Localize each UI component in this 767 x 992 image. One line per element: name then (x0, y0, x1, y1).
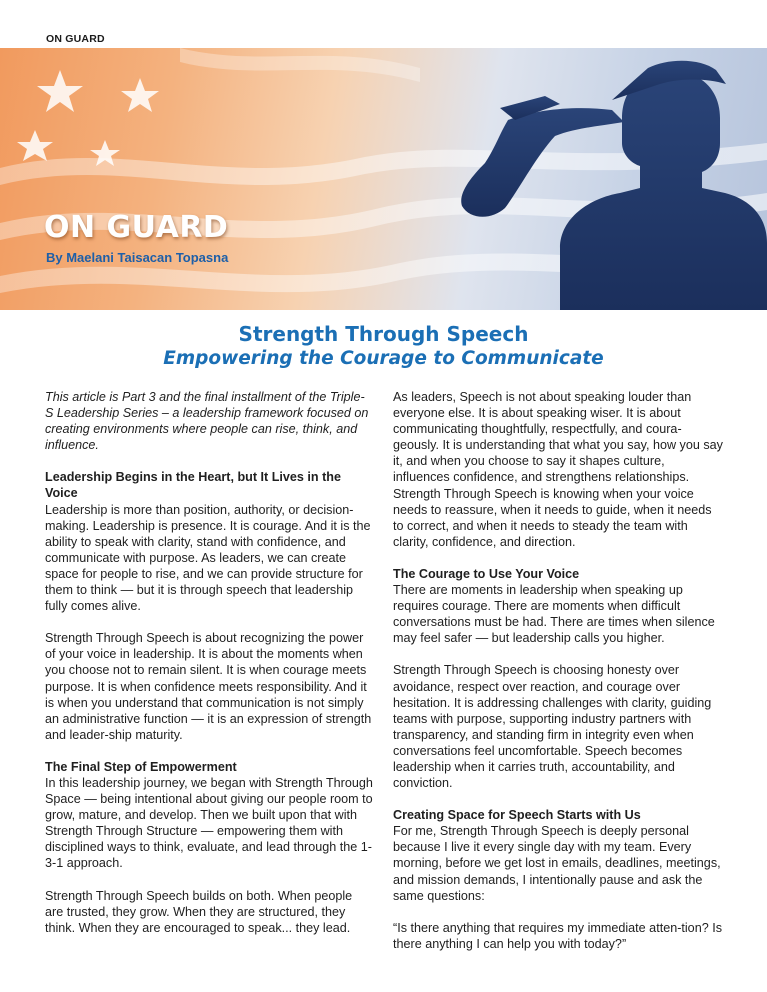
body-paragraph: Strength Through Speech is about recognizing the power of your voice in leadership. It is about the moments when you choose not to remain silent. It is when courage meets purpose. It is when confidence meets responsibility. And it is when you understand that communication is not simply an administrative function — it is an expression of strength and leader-ship maturity. (45, 631, 372, 742)
section-heading: Leadership Begins in the Heart, but It Lives in the Voice (45, 470, 342, 501)
section-tag: ON GUARD (46, 33, 105, 45)
banner-title: ON GUARD (44, 210, 229, 245)
article-intro: This article is Part 3 and the final installment of the Triple-S Leadership Series – a leadership framework focused on creating environments where people can rise, think, and influence. (45, 390, 369, 453)
body-paragraph: As leaders, Speech is not about speaking louder than everyone else. It is about speaking wiser. It is about communicating thoughtfully, respectfully, and coura-geously. It is understanding that what you say, how you say it, and when you choose to say it shapes culture, influences confidence, and strengthens relationships. Strength Through Speech is knowing when your voice needs to reassure, when it needs to guide, when it needs to correct, and when it needs to steady the team with clarity, confidence, and direction. (393, 390, 723, 549)
body-paragraph: Leadership is more than position, authority, or decision-making. Leadership is presence. It is courage. And it is the ability to speak with clarity, stand with confidence, and communicate with purpose. As leaders, we can create space for people to rise, and we can provide structure for them to think — but it is through speech that leadership fully comes alive. (45, 502, 371, 614)
article-subheadline: Empowering the Courage to Communicate (163, 348, 604, 369)
soldier-silhouette (461, 61, 767, 310)
body-paragraph: Strength Through Speech is choosing honesty over avoidance, respect over reaction, and courage over hesitation. It is addressing challenges with clarity, guiding teams with purpose, supporting industry partners with transparency, and standing firm in integrity even when conversations feel uncomfortable. Speech becomes leadership when it carries truth, accountability, and conviction. (393, 663, 712, 791)
body-paragraph: For me, Strength Through Speech is deeply personal because I live it every single day with my team. Every morning, before we get lost in emails, deadlines, meetings, and mission demands, I intentionally pause and ask the same questions: (393, 824, 721, 903)
author-byline: By Maelani Taisacan Topasna (46, 250, 229, 265)
pull-quote: “Is there anything that requires my immediate atten-tion? Is there anything I can help you with today?” (393, 920, 722, 951)
star-icons (17, 70, 159, 166)
body-paragraph: In this leadership journey, we began with Strength Through Space — being intentional about giving our people room to grow, mature, and develop. Then we built upon that with Strength Through Structure — empowering them with disciplined ways to think, evaluate, and lead through the 1-3-1 approach. (45, 775, 373, 871)
left-column (45, 389, 373, 952)
section-heading: Creating Space for Speech Starts with Us (393, 808, 641, 823)
flag-salute-illustration (0, 48, 767, 310)
right-column (393, 389, 723, 968)
article-headline: Strength Through Speech (238, 322, 529, 346)
hero-banner (0, 48, 767, 310)
body-paragraph: Strength Through Speech builds on both. When people are trusted, they grow. When they are structured, they think. When they are encouraged to speak... they lead. (45, 888, 353, 935)
body-paragraph: There are moments in leadership when speaking up requires courage. There are moments when difficult conversations must be had. There are times when silence may feel safer — but leadership calls you higher. (393, 583, 715, 646)
section-heading: The Courage to Use Your Voice (393, 566, 580, 581)
section-heading: The Final Step of Empowerment (45, 759, 237, 774)
